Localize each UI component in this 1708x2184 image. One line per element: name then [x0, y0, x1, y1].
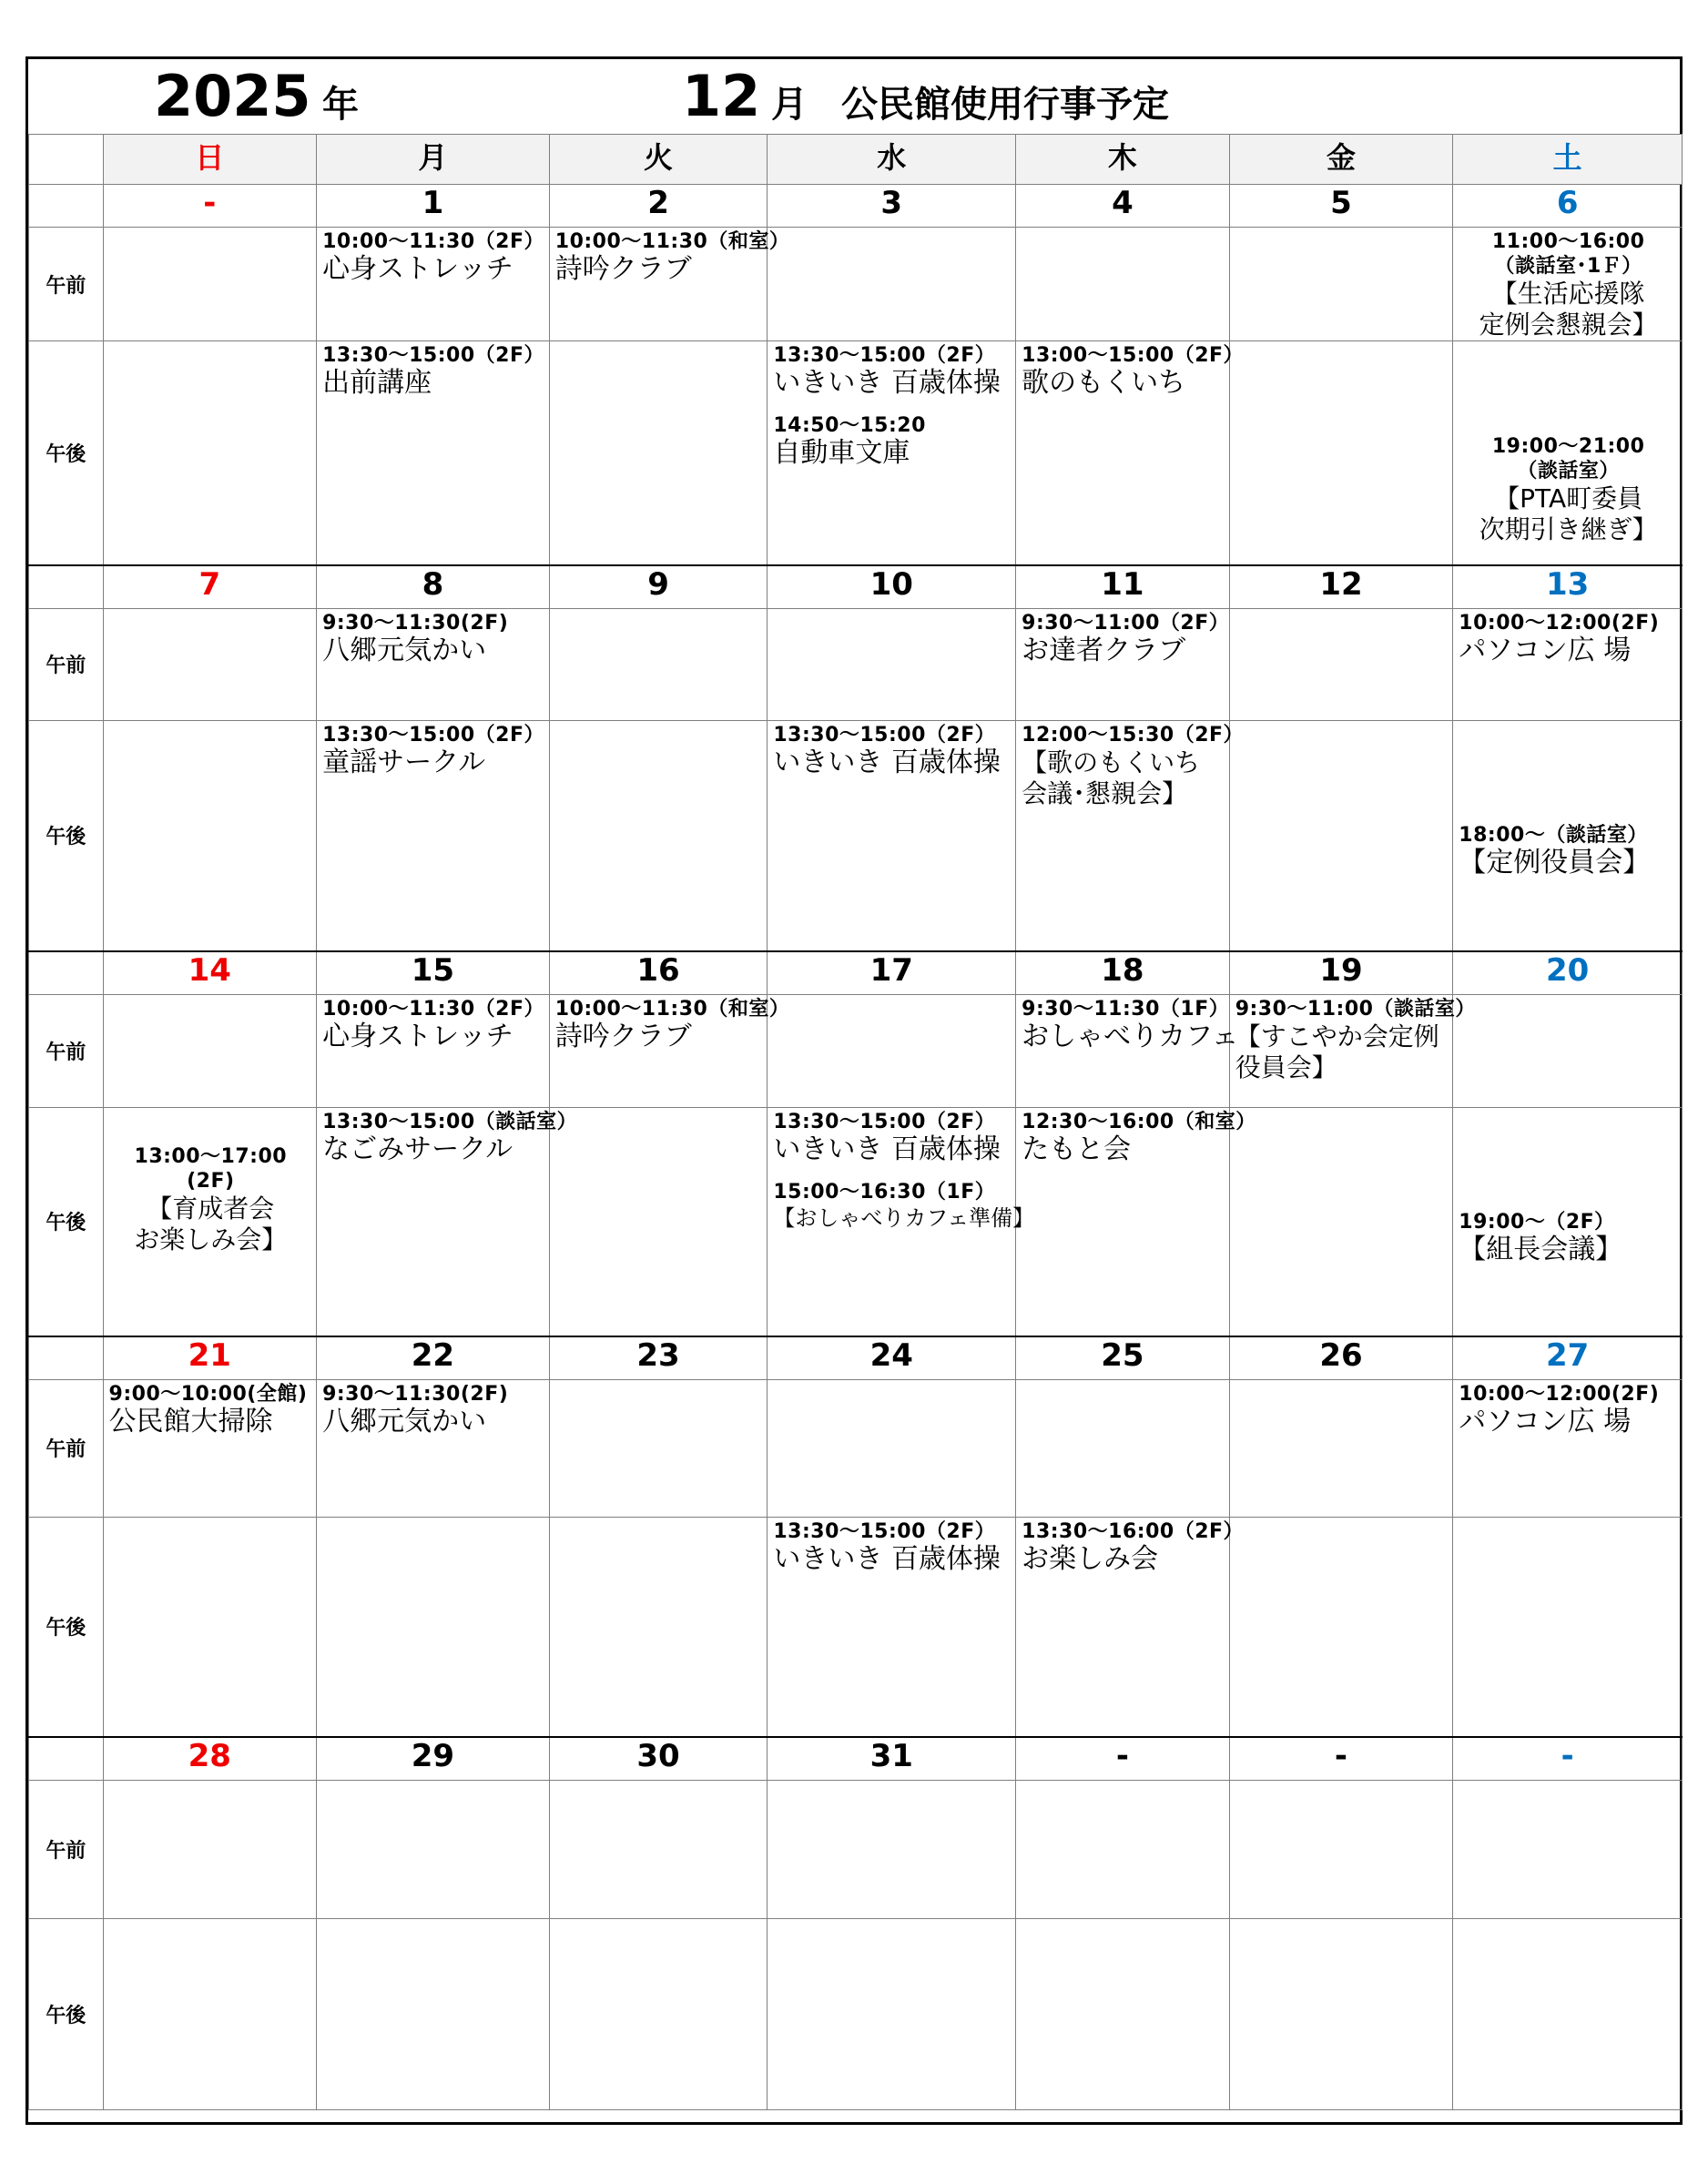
date-number: 14: [103, 951, 317, 995]
day-slot: [1016, 341, 1245, 565]
date-number: 7: [103, 565, 317, 609]
morning-row: [29, 608, 1683, 720]
date-number: -: [1016, 1737, 1230, 1781]
event-name: おしゃべりカフェ: [1022, 1021, 1239, 1052]
event-name: いきいき 百歳体操: [773, 367, 1001, 399]
event: [1016, 721, 1245, 809]
event: [1453, 1208, 1682, 1265]
date-row: [29, 565, 1683, 609]
weekday-header-row: [29, 135, 1683, 185]
afternoon-label: 午後: [29, 1108, 104, 1336]
event: [768, 341, 1015, 399]
date-number: 1: [317, 185, 550, 228]
day-slot: [549, 1517, 768, 1737]
event-name: 八郷元気かい: [322, 634, 487, 666]
day-slot: [549, 1919, 768, 2110]
date-label-cell: [29, 565, 104, 609]
day-slot: [103, 1919, 317, 2110]
event-time: 13:30～15:00（2F）: [773, 344, 996, 367]
date-number: 13: [1453, 565, 1683, 609]
morning-label: 午前: [29, 608, 104, 720]
afternoon-label: 午後: [29, 720, 104, 951]
date-label-cell: [29, 951, 104, 995]
title-month: 12: [682, 63, 761, 129]
date-number: 19: [1229, 951, 1453, 995]
title-year-unit: 年: [322, 84, 359, 126]
day-slot: [768, 1919, 1016, 2110]
weekday-fri: 金: [1229, 135, 1453, 185]
date-label-cell: [29, 185, 104, 228]
day-slot: [768, 720, 1016, 951]
event-name: 【生活応援隊 定例会懇親会】: [1479, 279, 1658, 340]
calendar-table: [28, 134, 1683, 2110]
event: [550, 228, 790, 285]
corner-cell: [29, 135, 104, 185]
footer-note: [128, 2177, 493, 2184]
event: [317, 1108, 578, 1165]
day-slot: [317, 228, 550, 341]
morning-label: 午前: [29, 228, 104, 341]
date-number: 16: [549, 951, 768, 995]
date-number: 28: [103, 1737, 317, 1781]
title-year: 2025: [154, 63, 311, 129]
day-slot: [1229, 608, 1453, 720]
event: [1453, 821, 1682, 879]
event-name: なごみサークル: [322, 1133, 513, 1165]
event-name: 詩吟クラブ: [554, 1021, 692, 1052]
day-slot: [317, 720, 550, 951]
event-name: 自動車文庫: [773, 437, 910, 469]
day-slot: [549, 608, 768, 720]
day-slot: [1016, 1919, 1230, 2110]
day-slot: [1453, 720, 1683, 951]
day-slot: [1229, 720, 1453, 951]
date-number: 3: [768, 185, 1016, 228]
event-time: 13:30～16:00（2F）: [1022, 1519, 1245, 1543]
date-number: 10: [768, 565, 1016, 609]
date-row: [29, 951, 1683, 995]
event: [1453, 432, 1682, 545]
morning-label: 午前: [29, 995, 104, 1108]
day-slot: [1453, 1379, 1683, 1517]
date-number: 8: [317, 565, 550, 609]
page-title: 公民館使用行事予定: [841, 84, 1169, 126]
event-time: 13:30～15:00（2F）: [773, 723, 996, 747]
day-slot: [549, 1781, 768, 1919]
event: [317, 995, 549, 1052]
day-slot: [103, 1517, 317, 1737]
event-name: いきいき 百歳体操: [773, 1133, 1001, 1165]
date-number: 31: [768, 1737, 1016, 1781]
event: [104, 1143, 317, 1255]
day-slot: [549, 341, 768, 565]
day-slot: [549, 228, 790, 341]
event-time: 13:00～17:00: [134, 1145, 288, 1168]
date-number: 21: [103, 1336, 317, 1380]
day-slot: [103, 1781, 317, 1919]
day-slot: [768, 341, 1016, 565]
event-name: 【すこやか会定例 役員会】: [1235, 1021, 1439, 1082]
event-name: 歌のもくいち: [1022, 367, 1186, 399]
event: [1016, 1108, 1256, 1165]
day-slot: [317, 1781, 550, 1919]
event: [317, 721, 549, 778]
morning-label: 午前: [29, 1781, 104, 1919]
weekday-sat: 土: [1453, 135, 1683, 185]
afternoon-row: [29, 720, 1683, 951]
date-number: 25: [1016, 1336, 1230, 1380]
day-slot: [317, 995, 550, 1108]
day-slot: [1229, 1379, 1453, 1517]
event: [768, 721, 1015, 778]
calendar-frame: [25, 56, 1683, 2125]
date-number: 9: [549, 565, 768, 609]
weekday-thu: 木: [1016, 135, 1230, 185]
day-slot: [317, 341, 550, 565]
event-name: いきいき 百歳体操: [773, 746, 1001, 778]
day-slot: [1016, 228, 1230, 341]
event-name: 童謡サークル: [322, 746, 486, 778]
date-row: [29, 185, 1683, 228]
event-name: 八郷元気かい: [322, 1405, 487, 1437]
event: [1016, 995, 1239, 1052]
event-name: 【PTA町委員 次期引き継ぎ】: [1479, 483, 1658, 544]
day-slot: [103, 608, 317, 720]
day-slot: [1016, 1108, 1256, 1336]
day-slot: [103, 1379, 317, 1517]
date-number: 6: [1453, 185, 1683, 228]
event: [768, 1108, 1015, 1165]
day-slot: [103, 720, 317, 951]
day-slot: [1453, 608, 1683, 720]
event-name: 【育成者会 お楽しみ会】: [134, 1194, 288, 1255]
day-slot: [1229, 341, 1453, 565]
event: [768, 411, 1015, 469]
event-name: 【歌のもくいち 会議･懇親会】: [1022, 747, 1201, 808]
event: [317, 609, 549, 666]
day-slot: [549, 995, 790, 1108]
event-time: 12:00～15:30（2F）: [1022, 723, 1245, 747]
day-slot: [1453, 1919, 1683, 2110]
date-label-cell: [29, 1737, 104, 1781]
event: [1016, 1518, 1245, 1575]
event-name: 【定例役員会】: [1459, 846, 1651, 879]
event: [317, 341, 549, 399]
event-time: 9:30～11:00（2F）: [1022, 611, 1230, 635]
day-slot: [768, 1108, 1035, 1336]
day-slot: [768, 228, 1016, 341]
event-time: 9:30～11:30（1F）: [1022, 998, 1230, 1021]
event-time: 13:30～15:00（2F）: [773, 1111, 996, 1133]
event-name: 詩吟クラブ: [554, 253, 692, 285]
date-number: 23: [549, 1336, 768, 1380]
event: [104, 1380, 317, 1437]
event-name: 出前講座: [322, 367, 432, 399]
date-number: 15: [317, 951, 550, 995]
date-number: 18: [1016, 951, 1230, 995]
title-bar: [28, 59, 1680, 136]
day-slot: [1016, 720, 1245, 951]
day-slot: [1229, 995, 1476, 1108]
day-slot: [549, 720, 768, 951]
event-time: 9:30～11:30(2F): [322, 611, 509, 635]
afternoon-row: [29, 1517, 1683, 1737]
event-name: お達者クラブ: [1022, 634, 1186, 666]
event-time: 18:00～（談話室）: [1459, 823, 1648, 847]
event-time: 10:00～11:30（和室）: [554, 998, 790, 1021]
event: [1453, 228, 1682, 340]
event-time: 19:00～21:00: [1491, 435, 1645, 458]
date-row: [29, 1336, 1683, 1380]
day-slot: [317, 1379, 550, 1517]
day-slot: [1229, 1517, 1453, 1737]
day-slot: [1453, 1781, 1683, 1919]
event-name: パソコン広 場: [1459, 1405, 1632, 1437]
day-slot: [1016, 1781, 1230, 1919]
event-time: 14:50～15:20: [773, 414, 926, 437]
day-slot: [1016, 1379, 1230, 1517]
event-time: 9:30～11:30(2F): [322, 1382, 509, 1406]
event-time: 10:00～12:00(2F): [1459, 611, 1660, 635]
event: [768, 1178, 1035, 1232]
day-slot: [1229, 1919, 1453, 2110]
day-slot: [317, 608, 550, 720]
afternoon-label: 午後: [29, 341, 104, 565]
day-slot: [1453, 1108, 1683, 1336]
event: [1453, 1380, 1682, 1437]
day-slot: [103, 341, 317, 565]
day-slot: [1453, 1517, 1683, 1737]
event: [550, 995, 790, 1052]
event-time: 12:30～16:00（和室）: [1022, 1111, 1256, 1133]
event-time: 10:00～11:30（2F）: [322, 230, 544, 253]
afternoon-row: [29, 341, 1683, 565]
afternoon-row: [29, 1919, 1683, 2110]
date-number: 4: [1016, 185, 1230, 228]
event-name: パソコン広 場: [1459, 634, 1632, 666]
day-slot: [103, 1108, 317, 1336]
day-slot: [768, 608, 1016, 720]
day-slot: [768, 1517, 1016, 1737]
event-time: 10:00～11:30（2F）: [322, 998, 544, 1021]
event-time: 13:30～15:00（2F）: [322, 344, 544, 367]
day-slot: [1229, 1108, 1453, 1336]
event-name: 公民館大掃除: [108, 1405, 273, 1437]
morning-label: 午前: [29, 1379, 104, 1517]
date-number: 2: [549, 185, 768, 228]
day-slot: [768, 1379, 1016, 1517]
event-time: 9:30～11:00（談話室）: [1235, 998, 1476, 1021]
day-slot: [768, 1781, 1016, 1919]
event: [317, 228, 549, 285]
day-slot: [1453, 995, 1683, 1108]
day-slot: [103, 228, 317, 341]
title-month-unit: 月: [771, 84, 808, 126]
event-name: 心身ストレッチ: [322, 1021, 513, 1052]
day-slot: [1229, 1781, 1453, 1919]
weekday-wed: 水: [768, 135, 1016, 185]
day-slot: [1016, 995, 1239, 1108]
event-name: いきいき 百歳体操: [773, 1542, 1001, 1575]
event-name: 【組長会議】: [1459, 1234, 1623, 1265]
date-number: 17: [768, 951, 1016, 995]
day-slot: [1229, 228, 1453, 341]
day-slot: [1016, 608, 1230, 720]
day-slot: [1453, 228, 1683, 341]
weekday-sun: 日: [103, 135, 317, 185]
morning-row: [29, 1781, 1683, 1919]
event-name: 心身ストレッチ: [322, 253, 513, 285]
date-number: 27: [1453, 1336, 1683, 1380]
event-time: 15:00～16:30（1F）: [773, 1181, 996, 1204]
date-number: 12: [1229, 565, 1453, 609]
day-slot: [1016, 1517, 1245, 1737]
morning-row: [29, 1379, 1683, 1517]
event-place: （談話室）: [1517, 460, 1620, 483]
event-time: 19:00～（2F）: [1459, 1211, 1615, 1234]
date-number: -: [1453, 1737, 1683, 1781]
event-time: 13:30～15:00（2F）: [322, 723, 544, 747]
day-slot: [317, 1517, 550, 1737]
date-number: 11: [1016, 565, 1230, 609]
day-slot: [1453, 341, 1683, 565]
event: [1230, 995, 1476, 1083]
event-place: (2F): [187, 1170, 235, 1193]
afternoon-row: [29, 1108, 1683, 1336]
event-time: 11:00～16:00: [1491, 230, 1645, 253]
afternoon-label: 午後: [29, 1919, 104, 2110]
date-number: -: [103, 185, 317, 228]
morning-row: [29, 228, 1683, 341]
day-slot: [317, 1919, 550, 2110]
weekday-tue: 火: [549, 135, 768, 185]
weekday-mon: 月: [317, 135, 550, 185]
event: [768, 1518, 1015, 1575]
day-slot: [549, 1379, 768, 1517]
event-time: 9:00～10:00(全館): [108, 1382, 308, 1406]
event: [1016, 609, 1229, 666]
event-time: 13:30～15:00（談話室）: [322, 1111, 578, 1133]
date-label-cell: [29, 1336, 104, 1380]
date-number: 26: [1229, 1336, 1453, 1380]
afternoon-label: 午後: [29, 1517, 104, 1737]
event-name: たもと会: [1022, 1133, 1132, 1165]
date-number: 24: [768, 1336, 1016, 1380]
date-number: 22: [317, 1336, 550, 1380]
day-slot: [768, 995, 1016, 1108]
date-row: [29, 1737, 1683, 1781]
event-time: 10:00～11:30（和室）: [554, 230, 790, 253]
event: [317, 1380, 549, 1437]
date-number: 29: [317, 1737, 550, 1781]
event: [1453, 609, 1682, 666]
event-time: 13:30～15:00（2F）: [773, 1519, 996, 1543]
morning-row: [29, 995, 1683, 1108]
event-time: 10:00～12:00(2F): [1459, 1382, 1660, 1406]
date-number: 5: [1229, 185, 1453, 228]
day-slot: [549, 1108, 768, 1336]
event-time: 13:00～15:00（2F）: [1022, 344, 1245, 367]
date-number: 20: [1453, 951, 1683, 995]
event-place: （談話室･1Ｆ）: [1494, 255, 1642, 278]
day-slot: [103, 995, 317, 1108]
event: [1016, 341, 1245, 399]
event-name: お楽しみ会: [1022, 1542, 1159, 1575]
date-number: -: [1229, 1737, 1453, 1781]
day-slot: [317, 1108, 578, 1336]
event-name: 【おしゃべりカフェ準備】: [773, 1205, 1035, 1231]
date-number: 30: [549, 1737, 768, 1781]
